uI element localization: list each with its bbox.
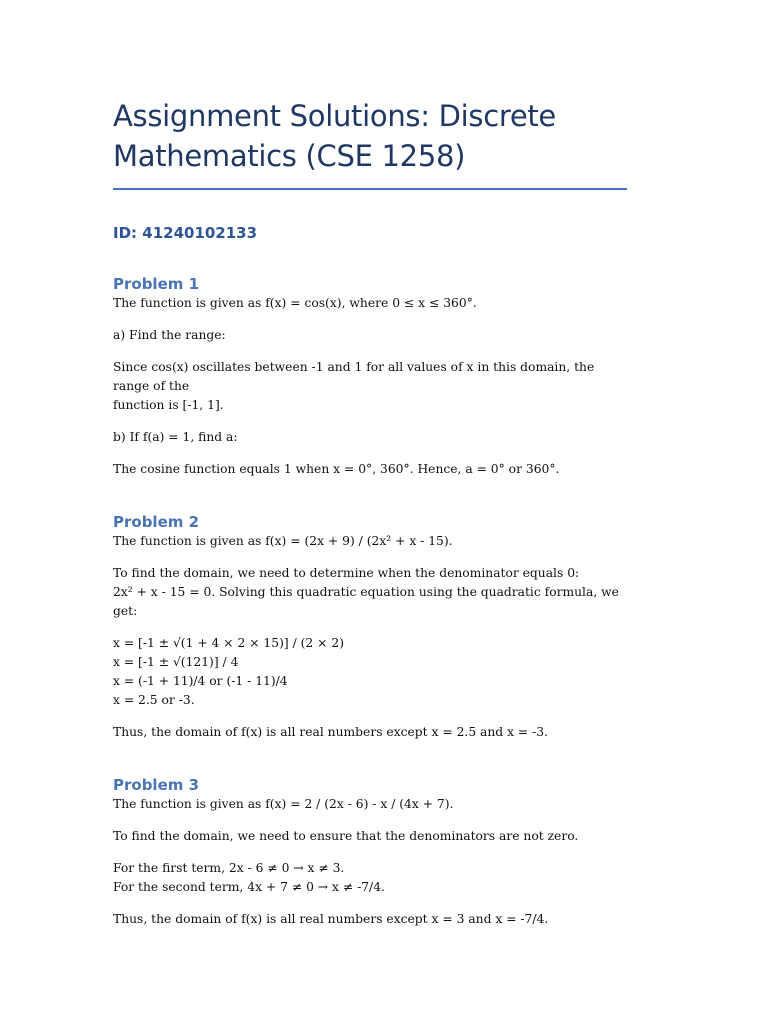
title-underline — [113, 188, 627, 190]
problem-1-heading: Problem 1 — [113, 275, 200, 293]
problem-1-statement: The function is given as f(x) = cos(x), where 0 ≤ x ≤ 360°. — [113, 296, 477, 310]
problem-2-conclusion: Thus, the domain of f(x) is all real numbers except x = 2.5 and x = -3. — [113, 725, 549, 739]
problem-1-part-b: b) If f(a) = 1, find a: — [113, 430, 238, 444]
problem-3-domain-intro: To find the domain, we need to ensure that the denominators are not zero. — [113, 829, 579, 843]
problem-2-equation: 2x² + x - 15 = 0. Solving this quadratic equation using the quadratic formula, we get: — [113, 585, 619, 618]
problem-2-step-4: x = 2.5 or -3. — [113, 693, 195, 707]
problem-1-part-a: a) Find the range: — [113, 328, 226, 342]
problem-1-range-line-2: function is [-1, 1]. — [113, 398, 224, 412]
title-line-2: Mathematics (CSE 1258) — [113, 139, 466, 173]
student-id: ID: 41240102133 — [113, 224, 258, 242]
title-line-1: Assignment Solutions: Discrete — [113, 99, 556, 133]
document-title — [113, 96, 627, 176]
problem-1-range-line-1: Since cos(x) oscillates between -1 and 1 for all values of x in this domain, the range of the — [113, 360, 595, 393]
problem-3-second-term: For the second term, 4x + 7 ≠ 0 → x ≠ -7/4. — [113, 880, 385, 894]
problem-2-step-3: x = (-1 + 11)/4 or (-1 - 11)/4 — [113, 674, 288, 688]
problem-3-statement: The function is given as f(x) = 2 / (2x - 6) - x / (4x + 7). — [113, 797, 454, 811]
problem-2-heading: Problem 2 — [113, 513, 200, 531]
problem-3-section — [113, 775, 627, 929]
document-page — [113, 96, 627, 929]
problem-2-statement: The function is given as f(x) = (2x + 9) / (2x² + x - 15). — [113, 534, 453, 548]
problem-1-answer: The cosine function equals 1 when x = 0°, 360°. Hence, a = 0° or 360°. — [113, 462, 560, 476]
problem-2-section — [113, 512, 627, 742]
problem-2-domain-intro: To find the domain, we need to determine when the denominator equals 0: — [113, 566, 580, 580]
problem-3-heading: Problem 3 — [113, 776, 200, 794]
problem-3-first-term: For the first term, 2x - 6 ≠ 0 → x ≠ 3. — [113, 861, 345, 875]
problem-3-conclusion: Thus, the domain of f(x) is all real numbers except x = 3 and x = -7/4. — [113, 912, 549, 926]
problem-2-step-1: x = [-1 ± √(1 + 4 × 2 × 15)] / (2 × 2) — [113, 636, 344, 650]
problem-1-section — [113, 274, 627, 479]
problem-2-step-2: x = [-1 ± √(121)] / 4 — [113, 655, 239, 669]
